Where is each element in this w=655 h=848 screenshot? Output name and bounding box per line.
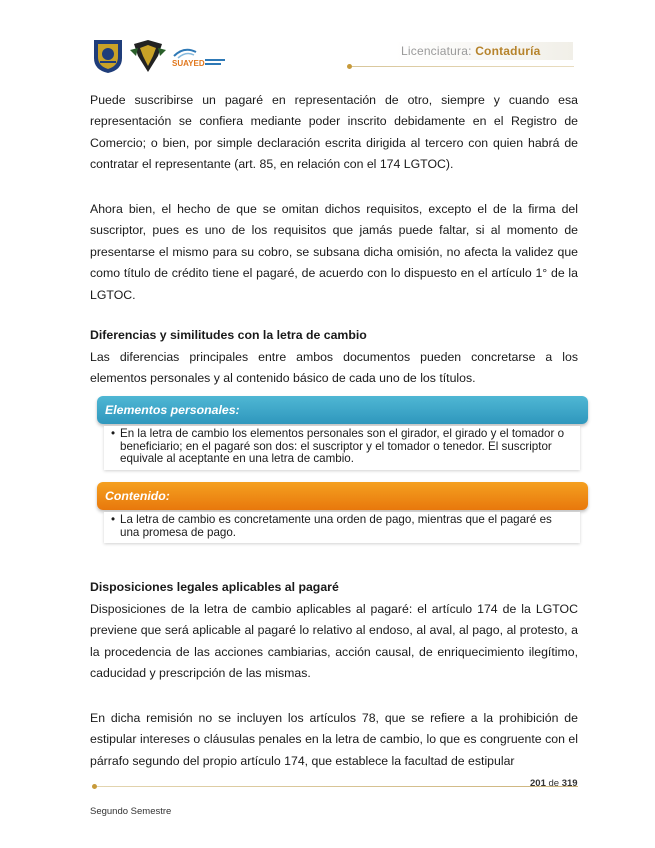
- suayed-wordmark: SUAYED: [172, 59, 205, 68]
- heading-disposiciones: Disposiciones legales aplicables al pagaré: [90, 580, 339, 594]
- box-elementos-personales-title: Elementos personales:: [97, 396, 588, 424]
- page-separator: de: [545, 778, 562, 789]
- bullet-icon: •: [111, 427, 116, 440]
- paragraph-3: Las diferencias principales entre ambos documentos pueden concretarse a los elementos personales y al contenido básico de cada uno de los títulos.: [90, 350, 578, 386]
- page-current: 201: [530, 778, 546, 789]
- header-dot: [347, 64, 352, 69]
- program-title: [401, 44, 541, 58]
- paragraph-1: Puede suscribirse un pagaré en representación de otro, siempre y cuando esa representación se confiera mediante poder inscrito debidamente en el Registro de Comercio; o bien, por simple declaración escrita dirigida al tercero con quien habrá de contratar el representante (art. 85, en relación con el 174 LGTOC).: [90, 93, 578, 172]
- bullet-icon: •: [111, 513, 116, 526]
- paragraph-2: Ahora bien, el hecho de que se omitan dichos requisitos, excepto el de la firma del suscriptor, pues es uno de los requisitos que jamás puede faltar, si al momento de presentarse el mismo para su cobro, se subsana dicha omisión, no afecta la validez que como título de crédito tiene el pagaré, de acuerdo con lo dispuesto en el artículo 1° de la LGTOC.: [90, 202, 578, 302]
- header-rule: [352, 66, 574, 67]
- box-elementos-personales-text: En la letra de cambio los elementos personales son el girador, el girado y el tomador o beneficiario; en el pagaré son dos: el suscriptor y el tomador o tenedor. El suscriptor equivale al aceptante en una letra de cambio.: [120, 427, 565, 466]
- program-prefix: Licenciatura:: [401, 44, 476, 58]
- box-contenido-title: Contenido:: [97, 482, 588, 510]
- page-total: 319: [561, 778, 578, 789]
- footer-rule: [97, 786, 578, 787]
- page-number: [530, 778, 578, 789]
- fca-logo: [130, 36, 166, 76]
- box-elementos-personales-body: [104, 426, 580, 470]
- program-name: Contaduría: [475, 44, 541, 58]
- unam-logo: [92, 38, 124, 74]
- box-contenido-body: [104, 512, 580, 543]
- heading-diferencias: Diferencias y similitudes con la letra de cambio: [90, 328, 367, 342]
- semester-label: Segundo Semestre: [90, 806, 172, 817]
- page-header: [0, 0, 655, 80]
- suayed-logo: [170, 46, 228, 70]
- paragraph-5: En dicha remisión no se incluyen los artículos 78, que se refiere a la prohibición de estipular intereses o cláusulas penales en la letra de cambio, lo que es congruente con el párrafo segundo del propio artículo 174, que establece la facultad de estipular: [90, 711, 578, 768]
- paragraph-4: Disposiciones de la letra de cambio aplicables al pagaré: el artículo 174 de la LGTOC previene que será aplicable al pagaré lo relativo al endoso, al aval, al pago, al protesto, a la procedencia de las acciones cambiarias, acción causal, de enriquecimiento ilegítimo, caducidad y prescripción de las mismas.: [90, 602, 578, 681]
- box-contenido-text: La letra de cambio es concretamente una orden de pago, mientras que el pagaré es una promesa de pago.: [120, 513, 552, 539]
